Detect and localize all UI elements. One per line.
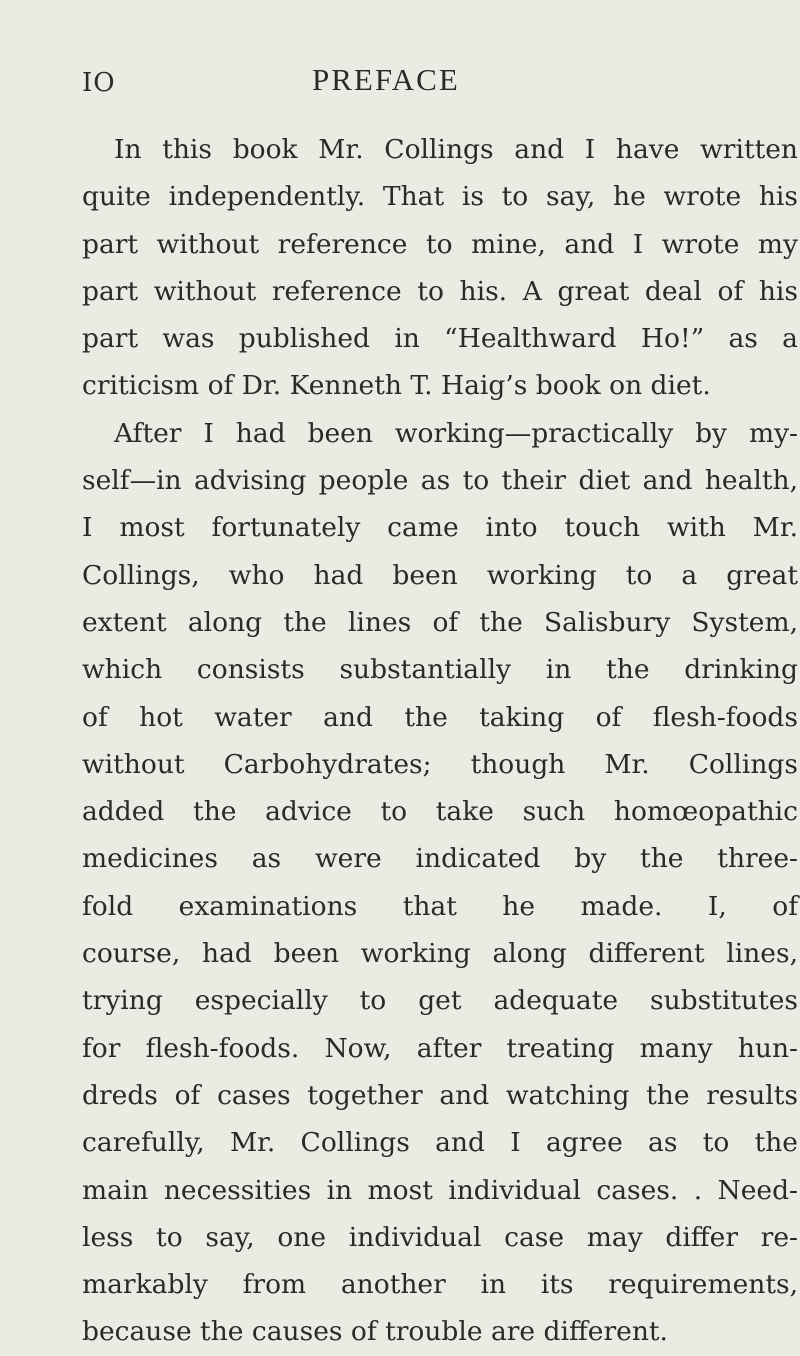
text-line: main necessities in most individual cases. . Need- <box>82 1174 798 1206</box>
text-line: trying especially to get adequate substitutes <box>82 985 798 1017</box>
text-line: fold examinations that he made. I, of <box>82 890 798 922</box>
text-line: criticism of Dr. Kenneth T. Haig’s book on diet. <box>82 370 711 402</box>
text-line: of hot water and the taking of flesh-foods <box>82 701 798 733</box>
running-head <box>82 62 782 102</box>
text-line: dreds of cases together and watching the results <box>82 1079 798 1111</box>
text-line: without Carbohydrates; though Mr. Collings <box>82 748 798 780</box>
text-line: less to say, one individual case may differ re- <box>82 1221 798 1253</box>
text-line: which consists substantially in the drinking <box>82 654 798 686</box>
text-line: part without reference to mine, and I wrote my <box>82 228 798 260</box>
text-line: In this book Mr. Collings and I have written <box>114 134 798 165</box>
text-line: markably from another in its requirements, <box>82 1269 798 1301</box>
text-line: I most fortunately came into touch with Mr. <box>82 512 798 544</box>
text-line: part without reference to his. A great deal of his <box>82 275 798 307</box>
running-title: PREFACE <box>312 62 460 97</box>
text-line: self—in advising people as to their diet and health, <box>82 465 798 497</box>
text-line: part was published in “Healthward Ho!” as a <box>82 323 798 355</box>
text-line: quite independently. That is to say, he wrote his <box>82 181 798 213</box>
text-line: After I had been working—practically by my- <box>114 417 798 449</box>
body-text <box>82 126 798 1356</box>
text-line: because the causes of trouble are different. <box>82 1316 668 1348</box>
text-line: extent along the lines of the Salisbury System, <box>82 606 798 638</box>
text-line: medicines as were indicated by the three- <box>82 843 798 875</box>
text-line: Collings, who had been working to a great <box>82 559 798 591</box>
text-line: added the advice to take such homœopathic <box>82 796 798 828</box>
text-line: course, had been working along different lines, <box>82 938 798 970</box>
page-number: IO <box>82 68 116 98</box>
text-line: for flesh-foods. Now, after treating many hun- <box>82 1032 798 1064</box>
text-line: carefully, Mr. Collings and I agree as to the <box>82 1127 798 1159</box>
